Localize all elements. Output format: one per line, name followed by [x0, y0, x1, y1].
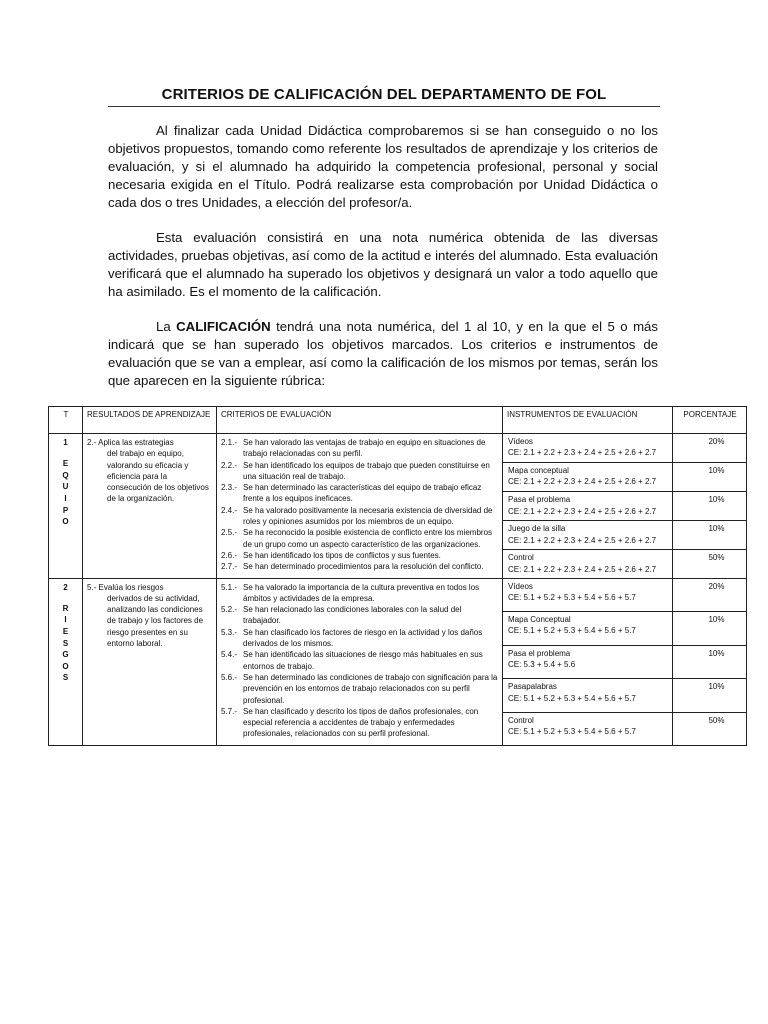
criterion-line — [221, 437, 498, 460]
document-title: CRITERIOS DE CALIFICACIÓN DEL DEPARTAMENTO DE FOL — [161, 86, 607, 103]
instrument-criteria: CE: 5.1 + 5.2 + 5.3 + 5.4 + 5.6 + 5.7 — [508, 592, 636, 602]
topic-letter: E — [62, 459, 69, 469]
instruments-cell — [503, 434, 673, 579]
instrument-name: Juego de la silla — [508, 524, 566, 534]
criterion-line — [221, 527, 498, 550]
table-row — [49, 434, 747, 579]
criterion-text: Se han valorado las ventajas de trabajo en equipo en situaciones de trabajo relacionadas con su perfil. — [243, 438, 486, 459]
criterion-item — [221, 437, 498, 460]
topic-letter: Q — [62, 470, 69, 480]
instrument-name: Pasa el problema — [508, 495, 571, 505]
instrument-item — [503, 713, 672, 745]
table-row — [49, 578, 747, 745]
topic-cell — [49, 578, 83, 745]
rubric-table — [48, 406, 747, 746]
criterion-line — [221, 627, 498, 650]
percentage-cell — [673, 578, 747, 745]
criterion-line — [221, 505, 498, 528]
instrument-item — [503, 612, 672, 646]
instrument-item — [503, 463, 672, 492]
criterion-item — [221, 649, 498, 672]
percentage-value: 20% — [673, 434, 746, 463]
instrument-criteria: CE: 5.1 + 5.2 + 5.3 + 5.4 + 5.6 + 5.7 — [508, 727, 636, 737]
criterion-code: 2.6.- — [221, 550, 238, 560]
criterion-text: Se han clasificado y descrito los tipos de daños profesionales, con especial referencia a accidentes de trabajo y enfermedades profesionales, relacionados con su perfil profesional. — [243, 706, 479, 739]
topic-letter: E — [62, 627, 69, 637]
criterion-item — [221, 460, 498, 483]
criterion-text: Se han determinado procedimientos para la resolución del conflicto. — [243, 562, 484, 572]
learning-outcome-cell — [83, 434, 217, 579]
criterion-text: Se han determinado las condiciones de trabajo con significación para la prevención en los entornos de trabajo relacionados con su perfil profesional. — [243, 672, 498, 705]
intro-paragraph-text: Al finalizar cada Unidad Didáctica comprobaremos si se han conseguido o no los objetivos propuestos, tomando como referente los resultados de aprendizaje y los criterios de evaluación, y si el alumnado ha adquirido la competencia profesional, personal y social necesaria exigida en el Título. Podrá realizarse esta comprobación por Unidad Didáctica o cada dos o tres Unidades, a elección del profesor/a. — [108, 123, 658, 210]
topic-letter: P — [62, 505, 69, 515]
percentage-value: 50% — [708, 716, 725, 726]
topic-letter: I — [64, 615, 67, 625]
instrument-criteria: CE: 2.1 + 2.2 + 2.3 + 2.4 + 2.5 + 2.6 + 2.7 — [508, 477, 657, 487]
instrument-item — [503, 579, 672, 613]
criterion-code: 5.6.- — [221, 672, 238, 682]
topic-letter: R — [62, 603, 69, 613]
criterion-line — [221, 460, 498, 483]
instrument-name: Pasa el problema — [508, 648, 571, 658]
criterion-item — [221, 582, 498, 605]
evaluation-paragraph — [108, 229, 658, 301]
instrument-name: Mapa conceptual — [508, 466, 569, 476]
intro-paragraph — [108, 122, 658, 212]
criterion-line — [221, 550, 498, 561]
criterion-code: 2.4.- — [221, 505, 238, 515]
criterion-code: 5.2.- — [221, 605, 238, 615]
criterion-text: Se ha valorado positivamente la necesaria existencia de diversidad de roles y opiniones asumidos por los miembros de un equipo. — [243, 505, 493, 527]
percentage-value: 20% — [673, 579, 746, 613]
criterion-text: Se han identificado los equipos de trabajo que pueden constituirse en una situación real de trabajo. — [243, 460, 490, 481]
criterion-code: 5.3.- — [221, 627, 238, 637]
learning-outcome-text: del trabajo en equipo, valorando su eficacia y eficiencia para la consecución de los objetivos de la organización. — [107, 449, 209, 504]
instrument-name: Vídeos — [508, 581, 533, 591]
criterion-item — [221, 505, 498, 528]
instrument-item — [503, 550, 672, 577]
criterion-item — [221, 527, 498, 550]
topic-number: 2 — [63, 582, 68, 592]
instrument-criteria: CE: 5.3 + 5.4 + 5.6 — [508, 660, 576, 670]
criterion-item — [221, 561, 498, 572]
criterion-item — [221, 672, 498, 706]
criterion-text: Se han determinado las características del equipo de trabajo eficaz frente a los equipos ineficaces. — [243, 483, 482, 504]
instrument-item — [503, 492, 672, 521]
criterion-text: Se han identificado los tipos de conflictos y sus fuentes. — [243, 550, 441, 560]
learning-outcome-head: 5.- Evalúa los riesgos — [87, 582, 164, 592]
learning-outcome-cell — [83, 578, 217, 745]
grading-paragraph — [108, 318, 658, 390]
criterion-line — [221, 706, 498, 740]
topic-letter: O — [62, 661, 69, 671]
header-porcentaje: PORCENTAJE — [673, 407, 747, 434]
instrument-name: Control — [508, 716, 534, 726]
header-criterios: CRITERIOS DE EVALUACIÓN — [217, 407, 503, 434]
instrument-item — [503, 646, 672, 680]
criterion-code: 2.2.- — [221, 460, 238, 470]
criterion-line — [221, 604, 498, 627]
topic-letter: S — [62, 673, 69, 683]
criterion-line — [221, 561, 498, 572]
criterion-item — [221, 550, 498, 561]
criterion-item — [221, 627, 498, 650]
learning-outcome-head: 2.- Aplica las estrategias — [87, 438, 174, 447]
criterion-text: Se han identificado las situaciones de riesgo más habituales en sus entornos de trabajo. — [243, 650, 483, 671]
criterion-text: Se han clasificado los factores de riesgo en la actividad y los daños derivados de los mismos. — [243, 627, 483, 649]
criterion-code: 5.1.- — [221, 582, 238, 592]
rubric-header-row — [49, 407, 747, 434]
rubric-body — [49, 434, 747, 746]
criterion-item — [221, 706, 498, 740]
percentage-value: 10% — [673, 463, 746, 492]
grading-paragraph-pre: La — [156, 319, 177, 334]
criterion-code: 2.7.- — [221, 562, 238, 572]
instrument-name: Vídeos — [508, 437, 533, 446]
instrument-criteria: CE: 2.1 + 2.2 + 2.3 + 2.4 + 2.5 + 2.6 + 2.7 — [508, 564, 657, 574]
instrument-name: Control — [508, 553, 534, 563]
title-underline — [108, 106, 660, 107]
criteria-cell — [217, 434, 503, 579]
percentage-value: 10% — [673, 679, 746, 713]
criterion-item — [221, 482, 498, 505]
criterion-line — [221, 482, 498, 505]
criterion-line — [221, 672, 498, 706]
topic-number: 1 — [63, 438, 68, 447]
topic-letter: O — [62, 517, 69, 527]
percentage-value: 10% — [673, 492, 746, 521]
criterion-text: Se ha reconocido la posible existencia de conflicto entre los miembros de un grupo como un aspecto característico de las organizaciones. — [243, 528, 493, 549]
instruments-cell — [503, 578, 673, 745]
percentage-value: 10% — [673, 612, 746, 646]
percentage-value: 10% — [673, 646, 746, 680]
evaluation-paragraph-text: Esta evaluación consistirá en una nota numérica obtenida de las diversas actividades, pruebas objetivas, así como de la actitud e interés del alumnado. Esta evaluación verificará que el alumnado ha superado los objetivos y designará un valor a todo aquello que ha asimilado. Es el momento de la calificación. — [108, 230, 658, 299]
criterion-code: 5.4.- — [221, 650, 238, 660]
grading-keyword: CALIFICACIÓN — [176, 319, 271, 334]
criterion-code: 5.7.- — [221, 706, 238, 716]
criterion-code: 2.3.- — [221, 483, 238, 493]
instrument-criteria: CE: 2.1 + 2.2 + 2.3 + 2.4 + 2.5 + 2.6 + 2.7 — [508, 506, 657, 516]
percentage-cell — [673, 434, 747, 579]
criteria-cell — [217, 578, 503, 745]
grading-paragraph-post: tendrá una nota numérica, del 1 al 10, y en la que el 5 o más indicará que se han superado los objetivos marcados. Los criterios e instrumentos de evaluación que se van a emplear, así como la calificación de los mismos por temas, serán los que aparecen en la siguiente rúbrica: — [108, 319, 658, 388]
topic-letter: G — [62, 650, 69, 660]
topic-letter: U — [62, 482, 69, 492]
criterion-item — [221, 604, 498, 627]
percentage-value: 10% — [673, 521, 746, 550]
instrument-name: Mapa Conceptual — [508, 615, 571, 625]
learning-outcome-text: derivados de su actividad, analizando las condiciones de trabajo y los factores de riesgo presentes en su entorno laboral. — [107, 593, 204, 649]
criterion-text: Se ha valorado la importancia de la cultura preventiva en todos los ámbitos y actividades de la empresa. — [243, 582, 480, 603]
header-resultados: RESULTADOS DE APRENDIZAJE — [83, 407, 217, 434]
instrument-criteria: CE: 5.1 + 5.2 + 5.3 + 5.4 + 5.6 + 5.7 — [508, 626, 636, 636]
instrument-criteria: CE: 2.1 + 2.2 + 2.3 + 2.4 + 2.5 + 2.6 + 2.7 — [508, 448, 657, 458]
criterion-code: 2.1.- — [221, 438, 238, 447]
header-t: T — [49, 407, 83, 434]
instrument-item — [503, 679, 672, 713]
topic-letter: S — [62, 638, 69, 648]
instrument-name: Pasapalabras — [508, 682, 557, 692]
header-instrumentos: INSTRUMENTOS DE EVALUACIÓN — [503, 407, 673, 434]
instrument-item — [503, 434, 672, 463]
criterion-text: Se han relacionado las condiciones laborales con la salud del trabajador. — [243, 605, 462, 626]
topic-cell — [49, 434, 83, 579]
percentage-value: 50% — [708, 553, 725, 563]
criterion-line — [221, 582, 498, 605]
instrument-criteria: CE: 2.1 + 2.2 + 2.3 + 2.4 + 2.5 + 2.6 + 2.7 — [508, 535, 657, 545]
criterion-line — [221, 649, 498, 672]
criterion-code: 2.5.- — [221, 528, 238, 538]
topic-letter: I — [64, 494, 67, 504]
instrument-criteria: CE: 5.1 + 5.2 + 5.3 + 5.4 + 5.6 + 5.7 — [508, 693, 636, 703]
instrument-item — [503, 521, 672, 550]
